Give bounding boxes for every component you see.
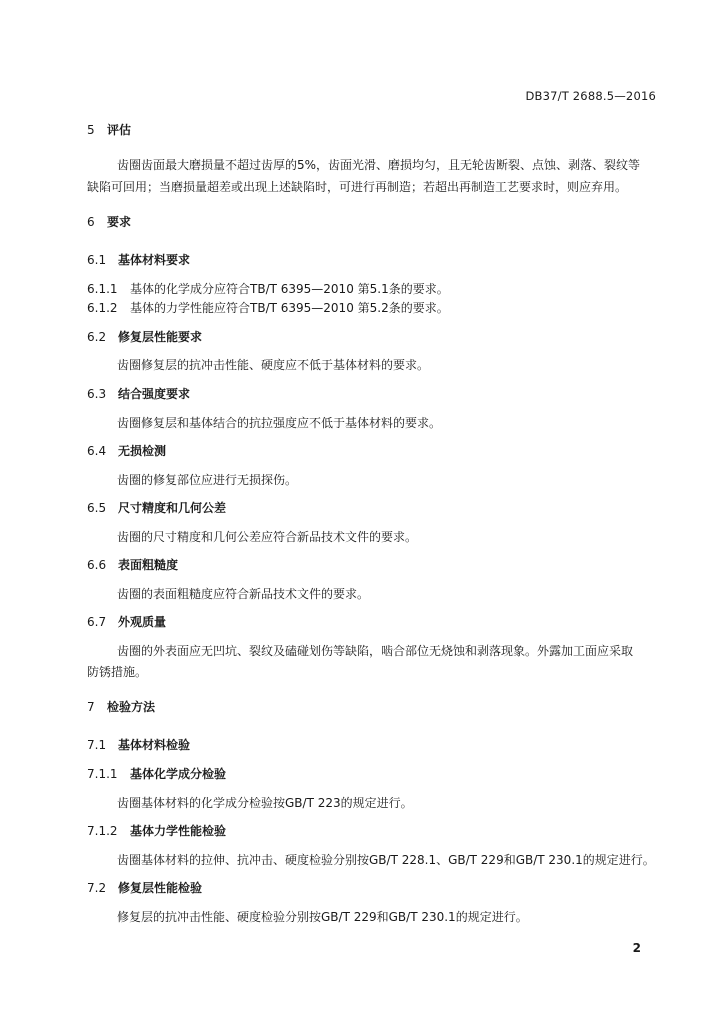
section-title: 修复层性能要求 bbox=[118, 330, 203, 344]
paragraph: 齿圈基体材料的化学成分检验按GB/T 223的规定进行。 bbox=[117, 796, 413, 810]
section-6-heading bbox=[87, 213, 131, 230]
paragraph: 齿圈的尺寸精度和几何公差应符合新品技术文件的要求。 bbox=[117, 530, 418, 544]
section-title: 无损检测 bbox=[118, 444, 167, 458]
section-number: 6.6 bbox=[87, 558, 107, 572]
section-title: 外观质量 bbox=[118, 615, 167, 629]
section-title: 尺寸精度和几何公差 bbox=[118, 501, 227, 515]
paragraph: 齿圈的表面粗糙度应符合新品技术文件的要求。 bbox=[117, 587, 370, 601]
paragraph: 缺陷可回用；当磨损量超差或出现上述缺陷时，可进行再制造；若超出再制造工艺要求时，则应弃用。 bbox=[87, 180, 628, 194]
section-6-5-heading bbox=[87, 499, 226, 516]
section-6-1-heading bbox=[87, 251, 190, 268]
section-title: 基体材料检验 bbox=[118, 738, 191, 752]
paragraph: 齿圈修复层和基体结合的抗拉强度应不低于基体材料的要求。 bbox=[117, 416, 442, 430]
section-number: 6.4 bbox=[87, 444, 107, 458]
section-7-1-heading bbox=[87, 736, 190, 753]
section-number: 7.1.2 bbox=[87, 824, 118, 838]
clause-text: 基体的力学性能应符合TB/T 6395—2010 第5.2条的要求。 bbox=[130, 301, 449, 315]
section-number: 5 bbox=[87, 123, 95, 137]
section-number: 6.7 bbox=[87, 615, 107, 629]
paragraph: 齿圈的外表面应无凹坑、裂纹及磕碰划伤等缺陷，啮合部位无烧蚀和剥落现象。外露加工面应采取 bbox=[117, 644, 634, 658]
clause-number: 6.1.1 bbox=[87, 282, 118, 296]
clause-6-1-2 bbox=[87, 299, 449, 316]
section-5-heading bbox=[87, 121, 131, 138]
section-title: 表面粗糙度 bbox=[118, 558, 179, 572]
section-number: 7.1.1 bbox=[87, 767, 118, 781]
section-6-2-heading bbox=[87, 328, 202, 345]
paragraph: 防锈措施。 bbox=[87, 665, 148, 679]
paragraph: 齿圈的修复部位应进行无损探伤。 bbox=[117, 473, 298, 487]
paragraph: 修复层的抗冲击性能、硬度检验分别按GB/T 229和GB/T 230.1的规定进行。 bbox=[117, 910, 528, 924]
section-number: 6.5 bbox=[87, 501, 107, 515]
section-number: 6 bbox=[87, 215, 95, 229]
section-7-2-heading bbox=[87, 879, 202, 896]
section-6-7-heading bbox=[87, 613, 166, 630]
section-number: 6.1 bbox=[87, 253, 107, 267]
page-number: 2 bbox=[632, 941, 641, 955]
paragraph: 齿圈修复层的抗冲击性能、硬度应不低于基体材料的要求。 bbox=[117, 358, 430, 372]
clause-number: 6.1.2 bbox=[87, 301, 118, 315]
section-title: 要求 bbox=[107, 215, 132, 229]
section-6-3-heading bbox=[87, 385, 190, 402]
clause-6-1-1 bbox=[87, 280, 449, 297]
section-number: 7.1 bbox=[87, 738, 107, 752]
section-title: 基体化学成分检验 bbox=[130, 767, 227, 781]
section-6-4-heading bbox=[87, 442, 166, 459]
section-number: 6.2 bbox=[87, 330, 107, 344]
section-7-1-2-heading bbox=[87, 822, 226, 839]
section-title: 检验方法 bbox=[107, 700, 156, 714]
section-6-6-heading bbox=[87, 556, 178, 573]
section-title: 修复层性能检验 bbox=[118, 881, 203, 895]
paragraph: 齿圈基体材料的拉伸、抗冲击、硬度检验分别按GB/T 228.1、GB/T 229和GB/T 230.1的规定进行。 bbox=[117, 853, 655, 867]
clause-text: 基体的化学成分应符合TB/T 6395—2010 第5.1条的要求。 bbox=[130, 282, 449, 296]
paragraph: 齿圈齿面最大磨损量不超过齿厚的5%，齿面光滑、磨损均匀，且无轮齿断裂、点蚀、剥落、裂纹等 bbox=[117, 158, 641, 172]
standard-number: DB37/T 2688.5—2016 bbox=[525, 89, 656, 103]
section-title: 评估 bbox=[107, 123, 132, 137]
section-title: 结合强度要求 bbox=[118, 387, 191, 401]
section-title: 基体材料要求 bbox=[118, 253, 191, 267]
section-title: 基体力学性能检验 bbox=[130, 824, 227, 838]
section-number: 7.2 bbox=[87, 881, 107, 895]
section-7-heading bbox=[87, 698, 155, 715]
section-number: 6.3 bbox=[87, 387, 107, 401]
section-number: 7 bbox=[87, 700, 95, 714]
section-7-1-1-heading bbox=[87, 765, 226, 782]
